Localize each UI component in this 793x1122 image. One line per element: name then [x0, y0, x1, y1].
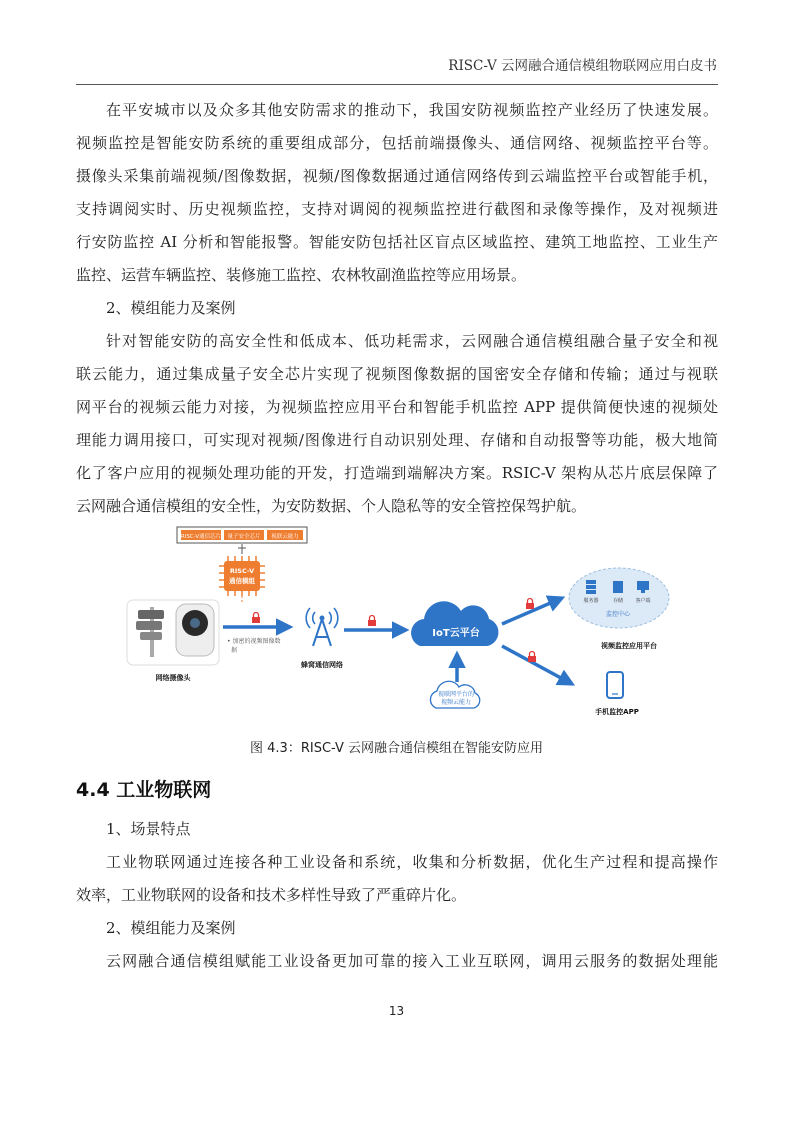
encrypt-note: 据 [231, 647, 238, 654]
paragraph-security-overview [76, 94, 718, 292]
camera-label: 网络摄像头 [155, 674, 191, 682]
section-number: 4.4 [76, 779, 110, 801]
section-title: 工业物联网 [116, 779, 212, 801]
cell-tower-icon [306, 608, 338, 646]
storage-label: 存储 [612, 598, 624, 604]
item-scene-features: 1、场景特点 [106, 820, 191, 838]
paragraph-industrial-module [76, 945, 718, 978]
storage-icon [613, 581, 623, 593]
section-heading [76, 775, 211, 802]
text-line: 行安防监控 AI 分析和智能报警。智能安防包括社区盲点区域监控、建筑工地监控、工业生产 [76, 233, 718, 251]
chip-label-strip [177, 527, 307, 543]
client-label: 客户端 [635, 598, 651, 604]
chip-label: RISC-V通信芯片 [180, 534, 222, 540]
header-rule [76, 84, 718, 85]
text-line: 监控、运营车辆监控、装修施工监控、农林牧副渔监控等应用场景。 [76, 266, 527, 284]
module-label: RISC-V [229, 567, 255, 575]
cloud-label: IoT云平台 [432, 628, 480, 639]
video-cloud-text: 视频云能力 [440, 699, 472, 706]
text-line: 网平台的视频云能力对接，为视频监控应用平台和智能手机监控 APP 提供简便快速的视频处 [76, 398, 718, 416]
item-module-ability-2: 2、模组能力及案例 [106, 919, 236, 937]
server-icon [586, 580, 596, 594]
item-module-ability: 2、模组能力及案例 [106, 299, 236, 317]
iot-cloud [411, 601, 498, 646]
header-title: RISC-V 云网融合通信模组物联网应用白皮书 [448, 58, 717, 74]
security-architecture-figure [120, 524, 680, 729]
paragraph-industrial-iot [76, 846, 718, 912]
encrypt-note: • 加密的视频图像数 [227, 638, 281, 645]
text-line: 摄像头采集前端视频/图像数据，视频/图像数据通过通信网络传到云端监控平台或智能手机， [76, 167, 718, 185]
video-cloud-text: 视联网平台的 [437, 691, 475, 698]
server-label: 服务器 [583, 598, 599, 604]
monitor-center-label: 监控中心 [605, 611, 631, 618]
module-label: 通信模组 [229, 577, 255, 585]
text-line: 支持调阅实时、历史视频监控，支持对调阅的视频监控进行截图和录像等操作，及对视频进 [76, 200, 718, 218]
camera-box [127, 600, 219, 665]
text-line: 化了客户应用的视频处理功能的开发，打造端到端解决方案。RSIC-V 架构从芯片底层保障了 [76, 464, 718, 482]
text-line: 理能力调用接口，可实现对视频/图像进行自动识别处理、存储和自动报警等功能，极大地简 [76, 431, 718, 449]
paragraph-module-ability [76, 325, 718, 523]
text-line: 云网融合通信模组的安全性，为安防数据、个人隐私等的安全管控保驾护航。 [76, 497, 587, 515]
text-line: 针对智能安防的高安全性和低成本、低功耗需求，云网融合通信模组融合量子安全和视 [106, 332, 718, 350]
phone-icon [607, 672, 623, 698]
text-line: 云网融合通信模组赋能工业设备更加可靠的接入工业互联网，调用云服务的数据处理能 [106, 952, 718, 970]
chip-label: 视联云能力 [271, 534, 299, 540]
text-line: 效率，工业物联网的设备和技术多样性导致了严重碎片化。 [76, 886, 467, 904]
monitor-center [569, 568, 669, 628]
text-line: 视频监控是智能安防系统的重要组成部分，包括前端摄像头、通信网络、视频监控平台等。 [76, 134, 718, 152]
page-number: 13 [388, 1004, 405, 1018]
chip-label: 量子安全芯片 [227, 534, 261, 540]
platform-label: 视频监控应用平台 [601, 642, 657, 650]
video-cloud-capability [430, 681, 479, 708]
figure-caption: 图 4.3：RISC-V 云网融合通信模组在智能安防应用 [250, 741, 543, 756]
chip-module [219, 556, 265, 596]
text-line: 在平安城市以及众多其他安防需求的推动下，我国安防视频监控产业经历了快速发展。 [106, 101, 718, 119]
phone-label: 手机监控APP [595, 708, 639, 716]
text-line: 工业物联网通过连接各种工业设备和系统，收集和分析数据，优化生产过程和提高操作 [106, 853, 718, 871]
tower-label: 蜂窝通信网络 [301, 661, 343, 669]
text-line: 联云能力，通过集成量子安全芯片实现了视频图像数据的国密安全存储和传输；通过与视联 [76, 365, 718, 383]
